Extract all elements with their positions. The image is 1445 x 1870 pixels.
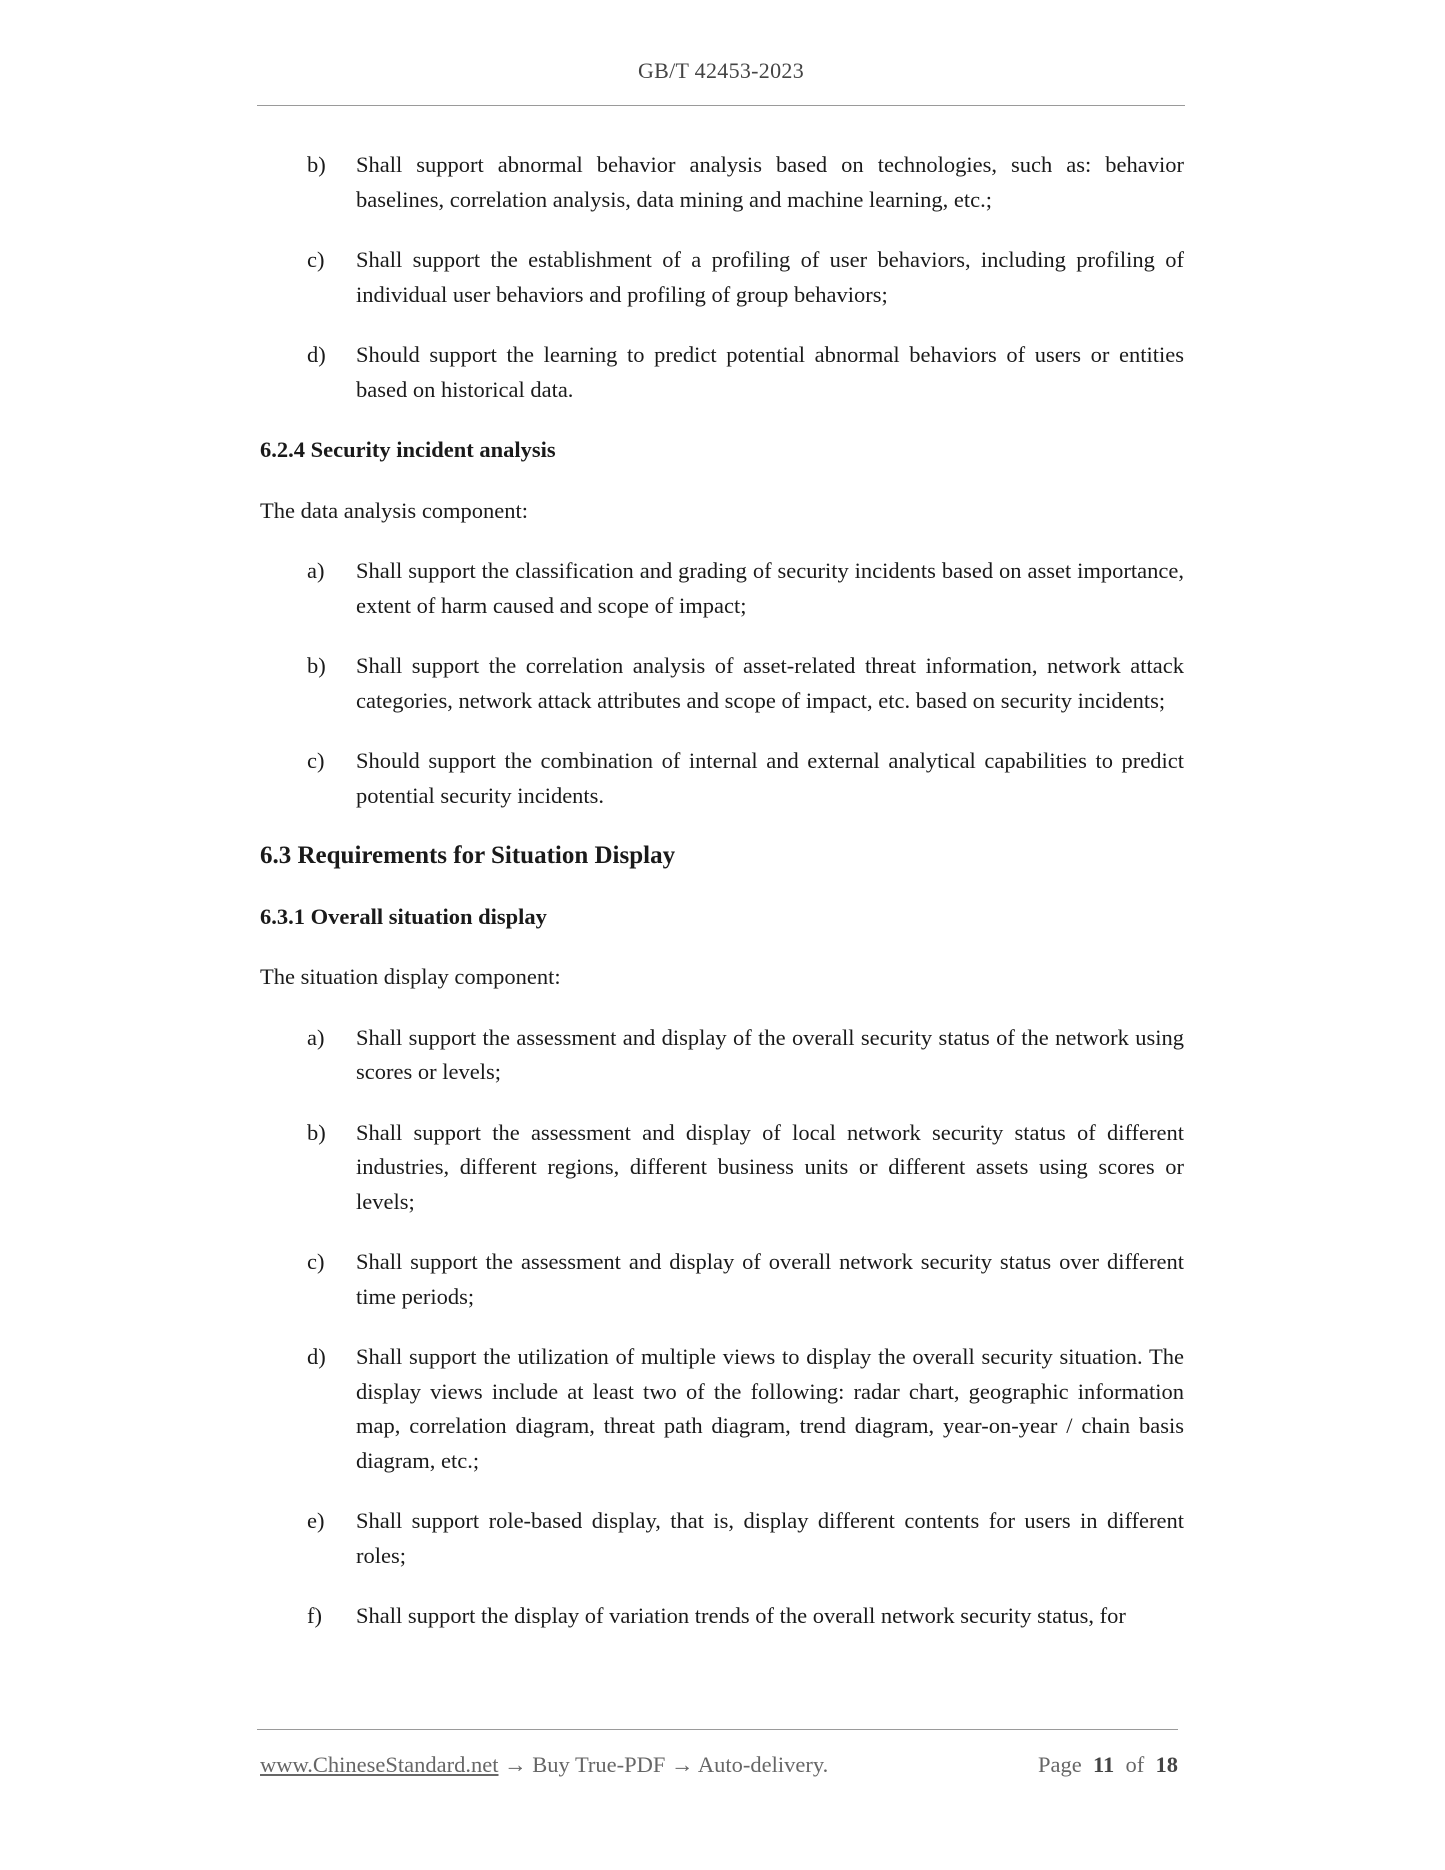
- section-heading-6-3: 6.3 Requirements for Situation Display: [260, 842, 676, 869]
- list-item: [260, 1245, 1184, 1314]
- list-text: Shall support role-based display, that is, display different contents for users in different roles;: [356, 1508, 1184, 1568]
- footer-divider: [257, 1729, 1178, 1730]
- of-label: of: [1125, 1752, 1145, 1777]
- list-marker: c): [307, 748, 325, 773]
- list-text: Shall support the assessment and display of local network security status of different industries, different regions, different business units or different assets using scores or levels;: [356, 1119, 1184, 1214]
- list-marker: d): [307, 342, 326, 367]
- list-item: [260, 1599, 1184, 1634]
- list-marker: c): [307, 247, 325, 272]
- section-heading-6-2-4: 6.2.4 Security incident analysis: [260, 437, 556, 462]
- list-item: [260, 649, 1184, 718]
- list-text: Shall support the display of variation trends of the overall network security status, for: [356, 1603, 1126, 1628]
- list-item: [260, 1116, 1184, 1220]
- list-text: Shall support the classification and grading of security incidents based on asset importance, extent of harm caused and scope of impact;: [356, 558, 1184, 618]
- list-item: [260, 744, 1184, 813]
- list-marker: b): [307, 653, 326, 678]
- page-content: [260, 148, 1184, 1660]
- list-text: Should support the combination of internal and external analytical capabilities to predict potential security incidents.: [356, 748, 1184, 808]
- section-heading-6-3-1: 6.3.1 Overall situation display: [260, 903, 547, 929]
- promo-text: → Buy True-PDF → Auto-delivery.: [498, 1752, 829, 1777]
- list-item: [260, 148, 1184, 217]
- list-text: Shall support the utilization of multiple views to display the overall security situation. The display views include at least two of the following: radar chart, geographic information map, correlation diagram, threat path diagram, trend diagram, year-on-year / chain basis diagram, etc.;: [356, 1344, 1184, 1473]
- document-id-header: GB/T 42453-2023: [637, 58, 805, 83]
- list-marker: b): [307, 152, 326, 177]
- list-item: [260, 1021, 1184, 1090]
- list-marker: d): [307, 1344, 326, 1369]
- list-item: [260, 1504, 1184, 1573]
- list-marker: f): [307, 1603, 322, 1628]
- list-text: Shall support the correlation analysis of asset-related threat information, network attack categories, network attack attributes and scope of impact, etc. based on security incidents;: [356, 653, 1184, 713]
- footer-promo: [260, 1752, 828, 1778]
- list-text: Shall support the assessment and display of overall network security status over different time periods;: [356, 1249, 1184, 1309]
- page-indicator: [1038, 1752, 1178, 1778]
- page-footer: [260, 1752, 1178, 1778]
- list-marker: a): [307, 1024, 325, 1050]
- list-text: Shall support the establishment of a profiling of user behaviors, including profiling of individual user behaviors and profiling of group behaviors;: [356, 247, 1184, 307]
- list-text: Shall support abnormal behavior analysis based on technologies, such as: behavior baselines, correlation analysis, data mining and machine learning, etc.;: [356, 152, 1184, 212]
- section-intro: The data analysis component:: [260, 497, 529, 523]
- page-current: 11: [1092, 1752, 1115, 1777]
- list-item: [260, 554, 1184, 623]
- header-divider: [257, 105, 1185, 106]
- list-marker: c): [307, 1249, 325, 1274]
- list-marker: b): [307, 1119, 326, 1145]
- list-marker: e): [307, 1508, 325, 1533]
- list-text: Should support the learning to predict potential abnormal behaviors of users or entities based on historical data.: [356, 342, 1184, 402]
- section-intro: The situation display component:: [260, 964, 561, 989]
- list-item: [260, 338, 1184, 407]
- list-item: [260, 243, 1184, 312]
- page-total: 18: [1155, 1752, 1178, 1777]
- page-label: Page: [1037, 1752, 1082, 1777]
- list-marker: a): [307, 558, 325, 583]
- site-link[interactable]: www.ChineseStandard.net: [260, 1752, 499, 1777]
- list-text: Shall support the assessment and display of the overall security status of the network using scores or levels;: [356, 1024, 1184, 1084]
- list-item: [260, 1340, 1184, 1478]
